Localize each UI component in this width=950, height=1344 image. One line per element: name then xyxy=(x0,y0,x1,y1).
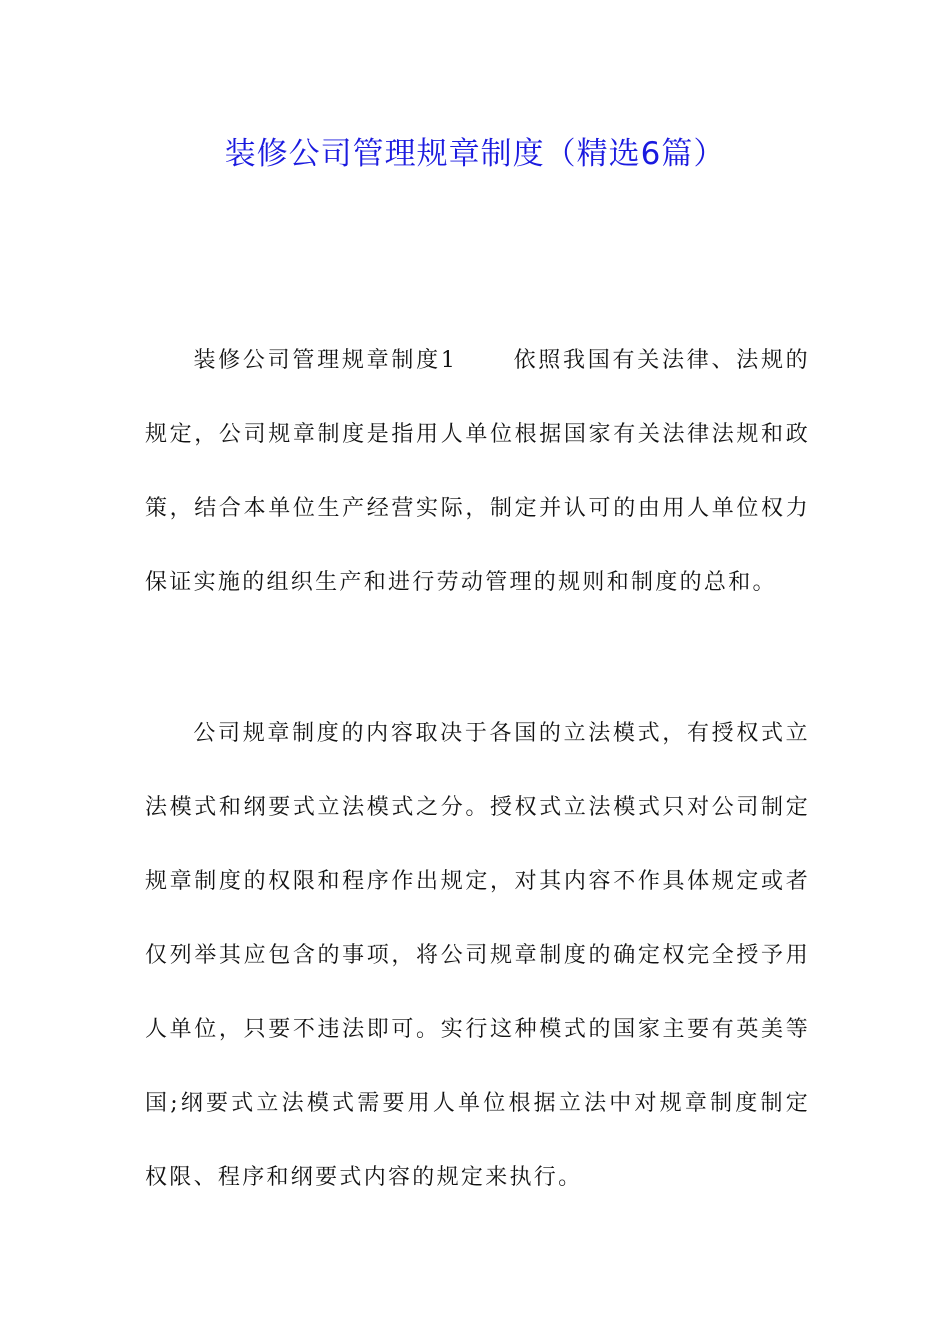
paragraph-1-text: 依照我国有关法律、法规的规定，公司规章制度是指用人单位根据国家有关法律法规和政策，结合本单位生产经营实际，制定并认可的由用人单位权力保证实施的组织生产和进行劳动管理的规则和制度的总和。 xyxy=(145,348,810,595)
paragraph-1 xyxy=(145,324,810,620)
document-title: 装修公司管理规章制度（精选6篇） xyxy=(224,136,726,172)
section-heading: 装修公司管理规章制度1 xyxy=(193,348,458,373)
paragraph-2-text: 公司规章制度的内容取决于各国的立法模式，有授权式立法模式和纲要式立法模式之分。授权式立法模式只对公司制定规章制度的权限和程序作出规定，对其内容不作具体规定或者仅列举其应包含的事项，将公司规章制度的确定权完全授予用人单位，只要不违法即可。实行这种模式的国家主要有英美等国;纲要式立法模式需要用人单位根据立法中对规章制度制定权限、程序和纲要式内容的规定来执行。 xyxy=(145,721,810,1190)
paragraph-2 xyxy=(145,697,810,1215)
